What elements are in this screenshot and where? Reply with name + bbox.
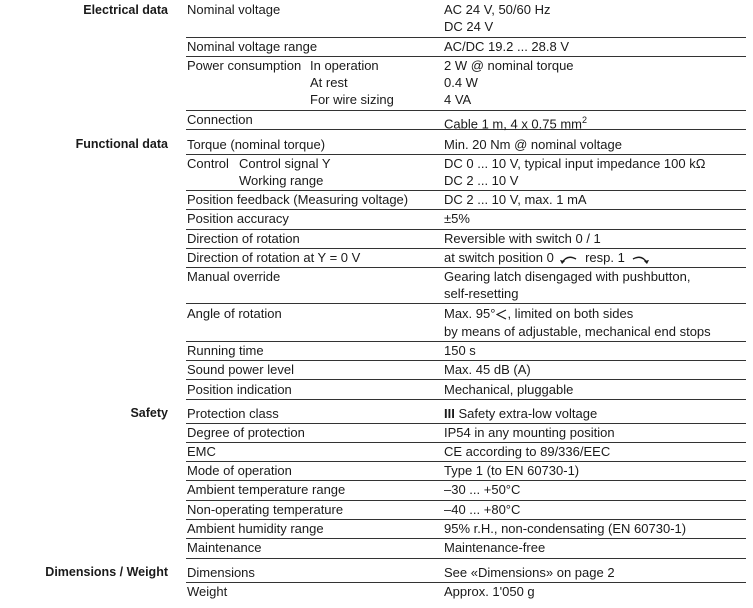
row-value: –30 ... +50°C (444, 482, 521, 497)
row-position-feedback (186, 191, 746, 210)
row-value: Reversible with switch 0 / 1 (444, 231, 601, 246)
row-mode-of-operation (186, 462, 746, 481)
row-label: Maintenance (187, 540, 262, 555)
row-maintenance (186, 539, 746, 559)
angle-icon (496, 309, 507, 320)
row-label: Mode of operation (187, 463, 292, 478)
row-label: Direction of rotation (187, 231, 300, 246)
row-value: at switch position 0 resp. 1 (444, 249, 652, 267)
row-label: Protection class (187, 406, 279, 421)
section-dimensions-weight: Dimensions / Weight (45, 565, 168, 579)
row-label: Connection (187, 112, 253, 127)
row-ambient-humidity (186, 520, 746, 539)
row-angle-of-rotation (186, 304, 746, 342)
counterclockwise-arrow-icon (559, 253, 579, 265)
row-label: Non-operating temperature (187, 502, 344, 517)
row-position-indication (186, 380, 746, 400)
row-label: Ambient humidity range (187, 521, 324, 536)
row-value: Approx. 1'050 g (444, 584, 535, 599)
row-label: Degree of protection (187, 425, 305, 440)
row-label: Nominal voltage range (187, 39, 318, 54)
row-value: Max. 95° , limited on both sides (444, 306, 634, 321)
row-label: Angle of rotation (187, 306, 282, 321)
row-value: AC/DC 19.2 ... 28.8 V (444, 39, 570, 54)
row-degree-of-protection (186, 424, 746, 443)
row-label: Direction of rotation at Y = 0 V (187, 250, 361, 265)
row-torque (186, 136, 746, 155)
section-functional-data: Functional data (75, 137, 168, 151)
row-value: self-resetting (444, 286, 519, 301)
row-direction-at-y0 (186, 249, 746, 268)
row-label: Sound power level (187, 362, 294, 377)
section-safety: Safety (130, 406, 168, 420)
row-label: EMC (187, 444, 216, 459)
row-value: CE according to 89/336/EEC (444, 444, 611, 459)
row-sublabel: At rest (310, 75, 348, 90)
row-manual-override (186, 268, 746, 304)
row-nominal-voltage (186, 0, 746, 38)
row-nominal-voltage-range (186, 38, 746, 57)
row-label: Ambient temperature range (187, 482, 346, 497)
row-value: 150 s (444, 343, 476, 358)
row-value: 0.4 W (444, 75, 478, 90)
section-electrical-data: Electrical data (83, 3, 168, 17)
row-label: Position accuracy (187, 211, 289, 226)
row-value: DC 24 V (444, 19, 494, 34)
row-label: Control (187, 156, 229, 171)
row-label: Position feedback (Measuring voltage) (187, 192, 409, 207)
row-value: III Safety extra-low voltage (444, 406, 598, 421)
row-value: 95% r.H., non-condensating (EN 60730-1) (444, 521, 687, 536)
row-power-consumption (186, 57, 746, 111)
row-control (186, 155, 746, 191)
row-label: Weight (187, 584, 228, 599)
row-ambient-temperature (186, 481, 746, 501)
row-connection (186, 111, 746, 130)
row-dimensions (186, 564, 746, 583)
row-running-time (186, 342, 746, 361)
row-label: Running time (187, 343, 264, 358)
row-label: Power consumption (187, 58, 302, 73)
row-weight (186, 583, 746, 601)
row-value: DC 2 ... 10 V, max. 1 mA (444, 192, 587, 207)
row-protection-class (186, 405, 746, 424)
row-value: Max. 45 dB (A) (444, 362, 531, 377)
row-sublabel: Working range (239, 173, 324, 188)
row-value: See «Dimensions» on page 2 (444, 565, 615, 580)
row-value: 4 VA (444, 92, 472, 107)
row-non-operating-temperature (186, 501, 746, 520)
row-position-accuracy (186, 210, 746, 230)
row-value: Type 1 (to EN 60730-1) (444, 463, 580, 478)
row-label: Torque (nominal torque) (187, 137, 326, 152)
row-emc (186, 443, 746, 462)
row-value: –40 ... +80°C (444, 502, 521, 517)
row-value: AC 24 V, 50/60 Hz (444, 2, 551, 17)
row-label: Nominal voltage (187, 2, 281, 17)
row-value: Gearing latch disengaged with pushbutton, (444, 269, 691, 284)
row-value: by means of adjustable, mechanical end stops (444, 324, 711, 339)
row-value: Min. 20 Nm @ nominal voltage (444, 137, 622, 152)
row-label: Dimensions (187, 565, 255, 580)
row-value: Cable 1 m, 4 x 0.75 $mm^2$ (444, 115, 588, 132)
row-value: DC 0 ... 10 V, typical input impedance 100 kΩ (444, 156, 706, 171)
row-label: Manual override (187, 269, 281, 284)
row-sublabel: In operation (310, 58, 379, 73)
row-value: 2 W @ nominal torque (444, 58, 574, 73)
row-value: Mechanical, pluggable (444, 382, 574, 397)
row-direction-of-rotation (186, 230, 746, 249)
row-sublabel: Control signal Y (239, 156, 331, 171)
row-sound-power-level (186, 361, 746, 380)
clockwise-arrow-icon (630, 253, 650, 265)
row-value: IP54 in any mounting position (444, 425, 615, 440)
row-value: DC 2 ... 10 V (444, 173, 519, 188)
row-sublabel: For wire sizing (310, 92, 394, 107)
row-value: Maintenance-free (444, 540, 546, 555)
row-value: ±5% (444, 211, 470, 226)
row-label: Position indication (187, 382, 292, 397)
